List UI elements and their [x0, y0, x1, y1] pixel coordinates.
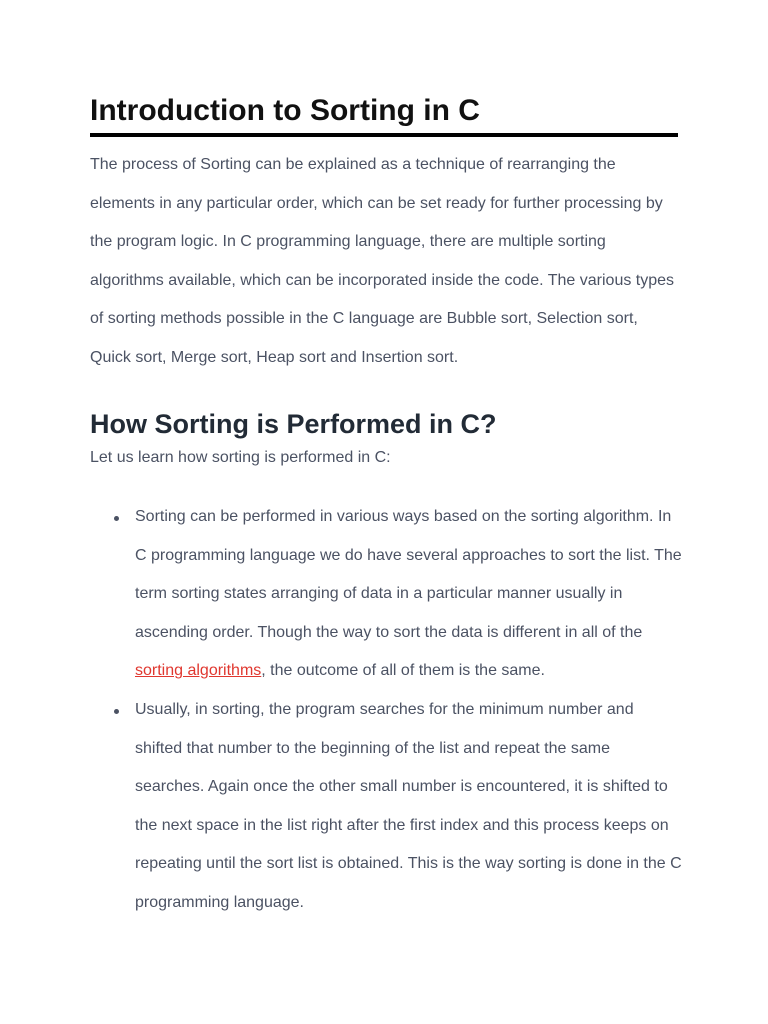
bullet-item-1: [90, 498, 682, 691]
section-lead-text: Let us learn how sorting is performed in C:: [90, 449, 391, 466]
bullet-1-text-after: , the outcome of all of them is the same.: [261, 662, 545, 680]
page-title: Introduction to Sorting in C: [90, 94, 480, 127]
intro-paragraph: The process of Sorting can be explained as a technique of rearranging the elements in any particular order, which can be set ready for further processing by the program logic. In C programming language, there are multiple sorting algorithms available, which can be incorporated inside the code. The various types of sorting methods possible in the C language are Bubble sort, Selection sort, Quick sort, Merge sort, Heap sort and Insertion sort.: [90, 156, 675, 366]
bullet-item-2: [90, 691, 682, 923]
bullet-1-text-before: Sorting can be performed in various ways based on the sorting algorithm. In C programming language we do have several approaches to sort the list. The term sorting states arranging of data in a particular manner usually in ascending order. Though the way to sort the data is different in all of the: [135, 508, 682, 641]
bullet-list: [90, 498, 682, 923]
section-heading: How Sorting is Performed in C?: [90, 409, 497, 439]
bullet-dot-icon: [114, 516, 119, 521]
bullet-dot-icon: [114, 709, 119, 714]
bullet-2-text: Usually, in sorting, the program searches for the minimum number and shifted that number to the beginning of the list and repeat the same searches. Again once the other small number is encountered, it is shifted to the next space in the list right after the first index and this process keeps on repeating until the sort list is obtained. This is the way sorting is done in the C programming language.: [135, 700, 682, 911]
sorting-algorithms-link[interactable]: sorting algorithms: [135, 662, 262, 680]
title-underline-divider: [90, 133, 678, 137]
